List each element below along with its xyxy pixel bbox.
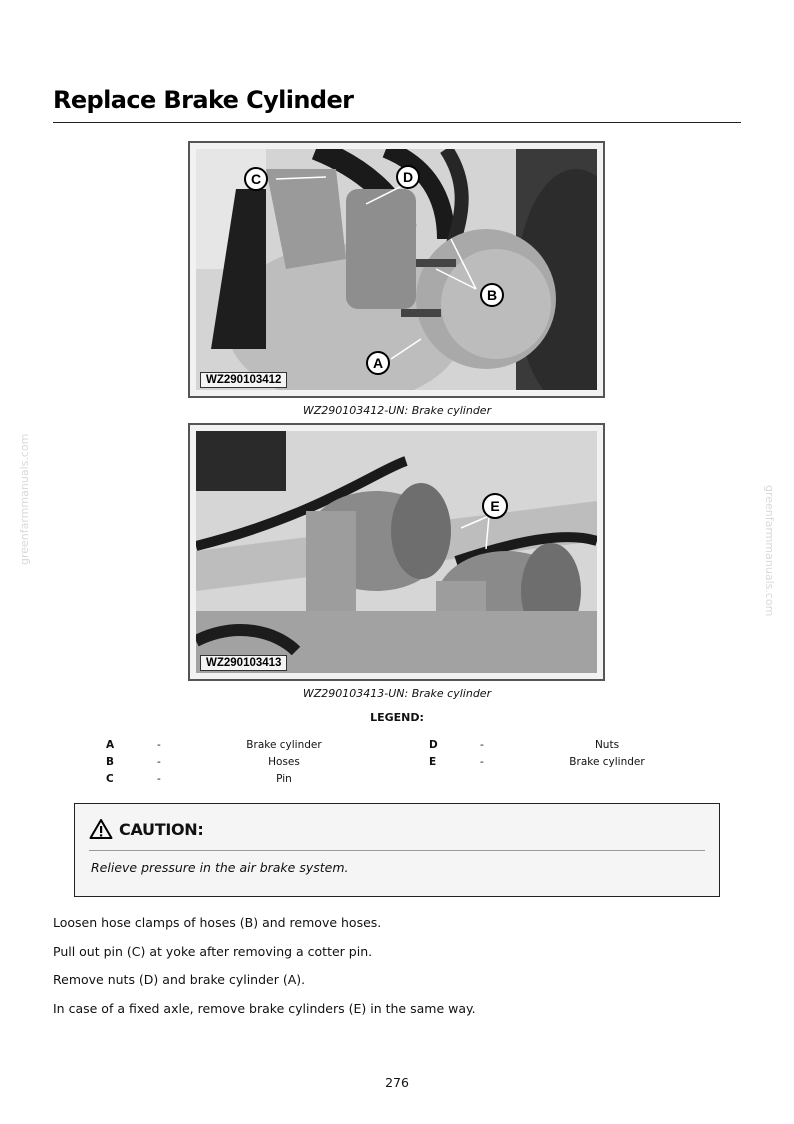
page-title: Replace Brake Cylinder — [53, 86, 354, 114]
callout-a — [367, 352, 389, 374]
legend-dash: - — [157, 773, 161, 785]
figure-caption-1: WZ290103412-UN: Brake cylinder — [302, 404, 492, 417]
legend-dash: - — [480, 756, 484, 768]
figure-brake-cylinder-2 — [188, 423, 605, 681]
legend-key: A — [106, 739, 115, 751]
svg-text:B: B — [486, 287, 498, 303]
callout-b — [481, 284, 503, 306]
figure-code-1: WZ290103412 — [200, 372, 287, 388]
caution-header — [89, 818, 203, 840]
legend-dash: - — [157, 739, 161, 751]
legend-dash: - — [480, 739, 484, 751]
legend-desc: Nuts — [594, 739, 620, 751]
legend-key: E — [429, 756, 437, 768]
procedure-steps — [53, 915, 476, 1029]
legend-title: LEGEND: — [370, 711, 424, 724]
svg-text:C: C — [250, 171, 262, 187]
figure-code-2: WZ290103413 — [200, 655, 287, 671]
watermark-left: greenfarmmanuals.com — [18, 433, 31, 565]
svg-text:A: A — [372, 355, 384, 371]
caution-divider — [89, 850, 705, 851]
legend-item-e — [0, 756, 794, 772]
figure-caption-2: WZ290103413-UN: Brake cylinder — [302, 687, 492, 700]
caution-title: CAUTION: — [119, 819, 204, 839]
legend-key: D — [429, 739, 438, 751]
legend-item-d — [0, 739, 794, 755]
brake-cylinder-photo-2 — [196, 431, 597, 673]
callout-d — [397, 166, 419, 188]
legend-desc: Brake cylinder — [569, 756, 645, 768]
callout-e — [483, 494, 507, 518]
brake-cylinder-photo-1 — [196, 149, 597, 390]
title-divider — [53, 122, 741, 123]
figure-brake-cylinder-1 — [188, 141, 605, 398]
legend-desc: Brake cylinder — [246, 739, 322, 751]
legend-dash: - — [157, 756, 161, 768]
legend-item-c — [0, 773, 794, 789]
callout-c — [245, 168, 267, 190]
svg-text:D: D — [402, 169, 414, 185]
warning-triangle-icon — [89, 818, 113, 840]
step: Loosen hose clamps of hoses (B) and remove hoses. — [53, 915, 382, 930]
page-number: 276 — [385, 1075, 409, 1090]
caution-box — [74, 803, 720, 897]
caution-text: Relieve pressure in the air brake system. — [91, 860, 349, 875]
step: In case of a fixed axle, remove brake cylinders (E) in the same way. — [53, 1000, 476, 1016]
step: Remove nuts (D) and brake cylinder (A). — [53, 972, 306, 987]
legend-desc: Pin — [276, 773, 292, 785]
legend-desc: Hoses — [268, 756, 300, 768]
legend-key: C — [106, 773, 114, 785]
legend-key: B — [106, 756, 115, 768]
watermark-right: greenfarmmanuals.com — [763, 485, 776, 617]
step: Pull out pin (C) at yoke after removing a cotter pin. — [53, 943, 373, 959]
svg-text:E: E — [490, 498, 500, 514]
